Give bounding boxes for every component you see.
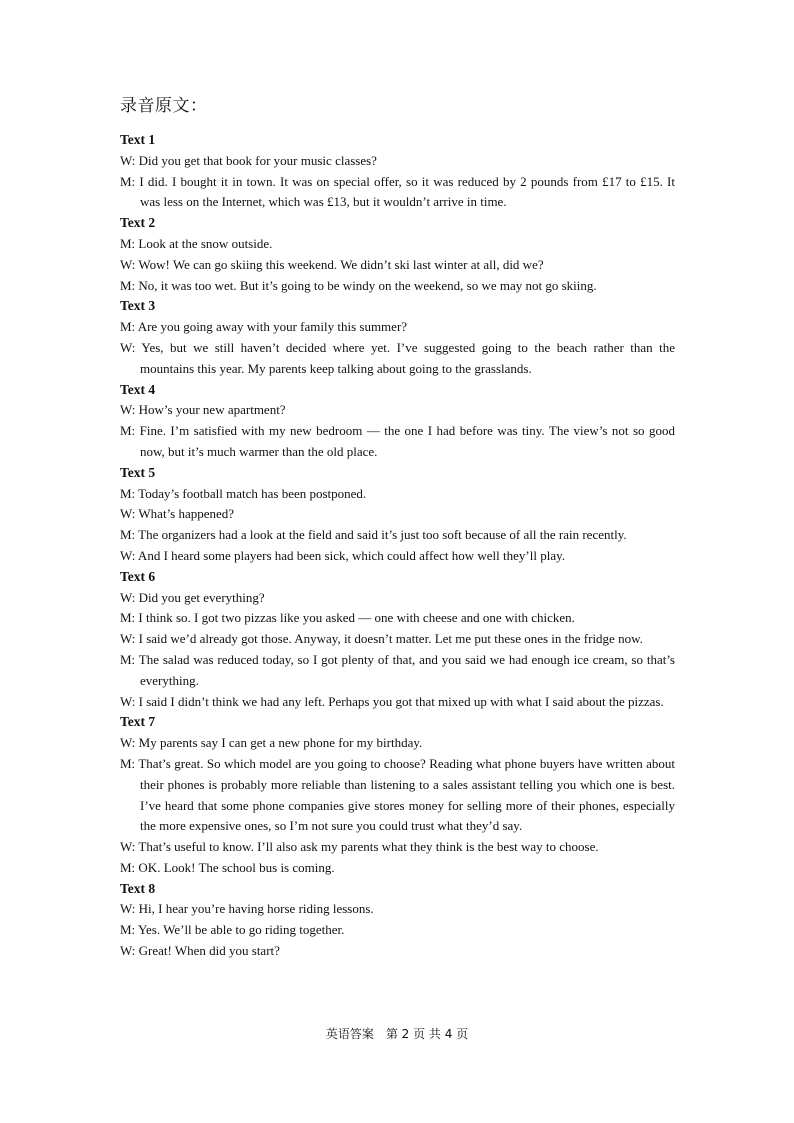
transcript-section: [120, 463, 675, 567]
dialogue-line: W: Yes, but we still haven’t decided where yet. I’ve suggested going to the beach rather than the mountains this year. My parents keep talking about going to the grasslands.: [120, 339, 675, 376]
section-title: Text 1: [120, 132, 156, 147]
dialogue-line: M: I think so. I got two pizzas like you asked — one with cheese and one with chicken.: [120, 610, 575, 626]
section-title: Text 8: [120, 880, 156, 896]
dialogue-line: W: How’s your new apartment?: [120, 402, 286, 418]
page-footer: 英语答案 第 2 页 共 4 页: [325, 1027, 469, 1041]
dialogue-line: M: Yes. We’ll be able to go riding together.: [120, 922, 345, 938]
transcript-section: [120, 712, 675, 878]
transcript-section: [120, 380, 675, 463]
dialogue-line: W: Hi, I hear you’re having horse riding lessons.: [120, 901, 374, 917]
dialogue-line: M: OK. Look! The school bus is coming.: [120, 859, 335, 875]
transcript-section: [120, 213, 675, 296]
section-title: Text 6: [120, 568, 156, 584]
section-title: Text 3: [120, 298, 156, 314]
dialogue-line: W: That’s useful to know. I’ll also ask my parents what they think is the best way to choose.: [120, 839, 599, 855]
transcript-section: [120, 879, 675, 962]
dialogue-line: W: My parents say I can get a new phone for my birthday.: [120, 735, 423, 751]
dialogue-line: M: Fine. I’m satisfied with my new bedroom — the one I had before was tiny. The view’s not so good now, but it’s much warmer than the old place.: [120, 423, 675, 459]
section-title: Text 7: [120, 714, 156, 730]
dialogue-line: W: And I heard some players had been sick, which could affect how well they’ll play.: [120, 547, 565, 563]
page-heading: 录音原文：: [120, 96, 208, 116]
dialogue-line: W: I said I didn’t think we had any left. Perhaps you got that mixed up with what I said about the pizzas.: [120, 693, 664, 709]
dialogue-line: M: I did. I bought it in town. It was on special offer, so it was reduced by 2 pounds from £17 to £15. It was less on the Internet, which was £13, but it wouldn’t arrive in time.: [120, 173, 675, 210]
dialogue-line: M: No, it was too wet. But it’s going to be windy on the weekend, so we may not go skiing.: [120, 277, 597, 293]
section-title: Text 4: [120, 381, 156, 397]
dialogue-line: W: Great! When did you start?: [120, 943, 280, 959]
dialogue-line: M: Look at the snow outside.: [120, 235, 273, 251]
dialogue-line: W: What’s happened?: [120, 506, 235, 522]
dialogue-line: M: The salad was reduced today, so I got plenty of that, and you said we had enough ice cream, so that’s everything.: [120, 651, 675, 688]
dialogue-line: W: Did you get everything?: [120, 589, 265, 605]
dialogue-line: W: Did you get that book for your music classes?: [120, 152, 377, 168]
dialogue-line: M: The organizers had a look at the field and said it’s just too soft because of all the rain recently.: [120, 527, 627, 543]
transcript-section: [120, 130, 675, 213]
dialogue-line: M: That’s great. So which model are you going to choose? Reading what phone buyers have written about their phones is probably more reliable than listening to a sales assistant telling you which one is best. I’ve heard that some phone companies give stores money for selling more of their phones, especially the more expensive ones, so I’m not sure you could trust what they’d say.: [120, 755, 675, 834]
transcript-section: [120, 567, 675, 713]
dialogue-line: M: Today’s football match has been postponed.: [120, 485, 367, 501]
dialogue-line: M: Are you going away with your family this summer?: [120, 319, 408, 335]
section-title: Text 5: [120, 464, 156, 480]
section-title: Text 2: [120, 215, 156, 231]
dialogue-line: W: I said we’d already got those. Anyway, it doesn’t matter. Let me put these ones in the fridge now.: [120, 631, 643, 647]
transcript-section: [120, 296, 675, 379]
transcript-body: [120, 130, 675, 962]
dialogue-line: W: Wow! We can go skiing this weekend. We didn’t ski last winter at all, did we?: [120, 256, 544, 272]
